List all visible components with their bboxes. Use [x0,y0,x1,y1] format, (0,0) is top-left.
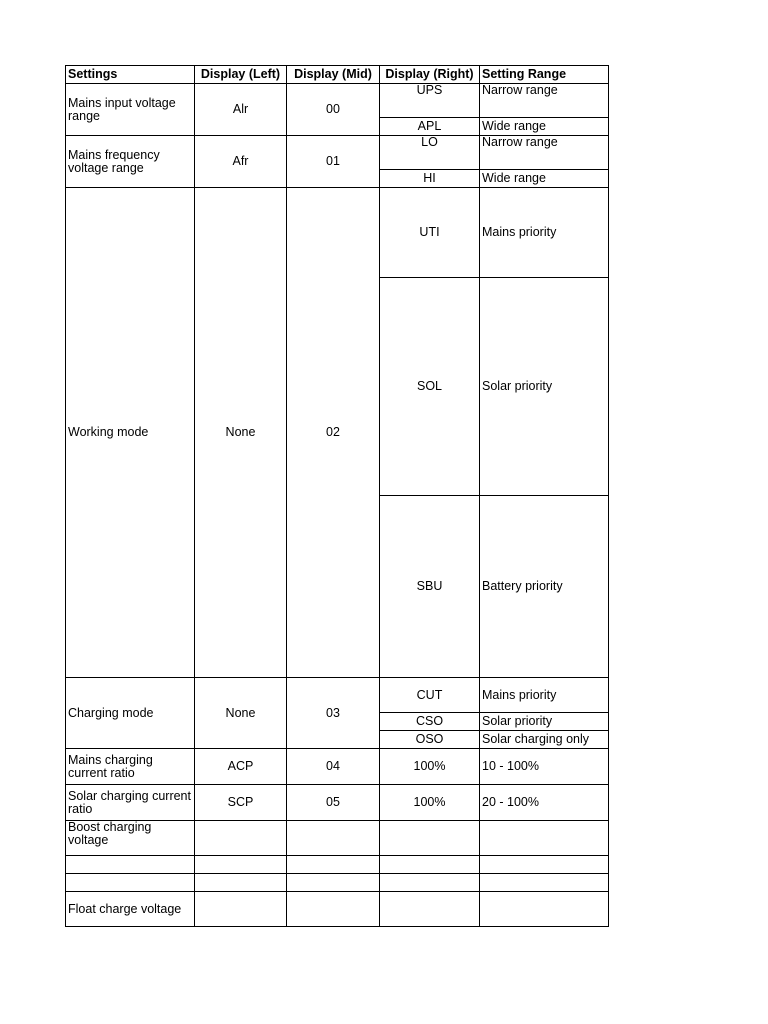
display-right: SOL [380,278,480,496]
header-display-left: Display (Left) [195,66,287,84]
table-row [66,136,609,170]
setting-name: Float charge voltage [66,892,195,927]
display-mid: 05 [287,785,380,821]
display-left: Afr [195,136,287,188]
table-row [66,892,609,927]
empty-cell [480,874,609,892]
empty-cell [380,892,480,927]
empty-cell [380,856,480,874]
empty-cell [380,874,480,892]
empty-cell [66,856,195,874]
empty-cell [480,892,609,927]
setting-range: Narrow range [480,84,609,118]
table-row [66,749,609,785]
header-display-right: Display (Right) [380,66,480,84]
display-right: UPS [380,84,480,118]
display-mid: 04 [287,749,380,785]
empty-cell [195,892,287,927]
setting-range: Wide range [480,170,609,188]
table-row [66,678,609,713]
setting-name: Boost charging voltage [66,821,195,856]
display-right: HI [380,170,480,188]
display-right: CSO [380,713,480,731]
empty-cell [195,856,287,874]
display-left: None [195,678,287,749]
display-right: CUT [380,678,480,713]
display-mid: 03 [287,678,380,749]
empty-cell [287,821,380,856]
table-row [66,821,609,856]
setting-range: Battery priority [480,496,609,678]
setting-name: Working mode [66,188,195,678]
setting-range: Wide range [480,118,609,136]
setting-range: 10 - 100% [480,749,609,785]
display-right: UTI [380,188,480,278]
setting-range: Narrow range [480,136,609,170]
display-left: SCP [195,785,287,821]
display-mid: 01 [287,136,380,188]
display-right: 100% [380,749,480,785]
display-right: OSO [380,731,480,749]
setting-range: 20 - 100% [480,785,609,821]
display-mid: 02 [287,188,380,678]
setting-range: Solar priority [480,713,609,731]
setting-range: Mains priority [480,678,609,713]
empty-cell [195,821,287,856]
display-left: ACP [195,749,287,785]
setting-range: Mains priority [480,188,609,278]
empty-cell [480,856,609,874]
empty-cell [380,821,480,856]
setting-name: Mains charging current ratio [66,749,195,785]
table-row [66,188,609,278]
header-settings: Settings [66,66,195,84]
setting-range: Solar priority [480,278,609,496]
display-left: None [195,188,287,678]
display-mid: 00 [287,84,380,136]
display-right: APL [380,118,480,136]
empty-cell [66,874,195,892]
settings-table [65,65,609,927]
setting-name: Charging mode [66,678,195,749]
setting-range: Solar charging only [480,731,609,749]
table-row [66,785,609,821]
header-setting-range: Setting Range [480,66,609,84]
display-right: LO [380,136,480,170]
display-right: 100% [380,785,480,821]
setting-name: Mains frequency voltage range [66,136,195,188]
setting-name: Solar charging current ratio [66,785,195,821]
display-right: SBU [380,496,480,678]
display-left: Alr [195,84,287,136]
table-row [66,84,609,118]
empty-cell [287,874,380,892]
empty-cell [287,892,380,927]
table-row [66,856,609,874]
setting-name: Mains input voltage range [66,84,195,136]
header-display-mid: Display (Mid) [287,66,380,84]
header-row [66,66,609,84]
empty-cell [287,856,380,874]
empty-cell [195,874,287,892]
table-row [66,874,609,892]
empty-cell [480,821,609,856]
